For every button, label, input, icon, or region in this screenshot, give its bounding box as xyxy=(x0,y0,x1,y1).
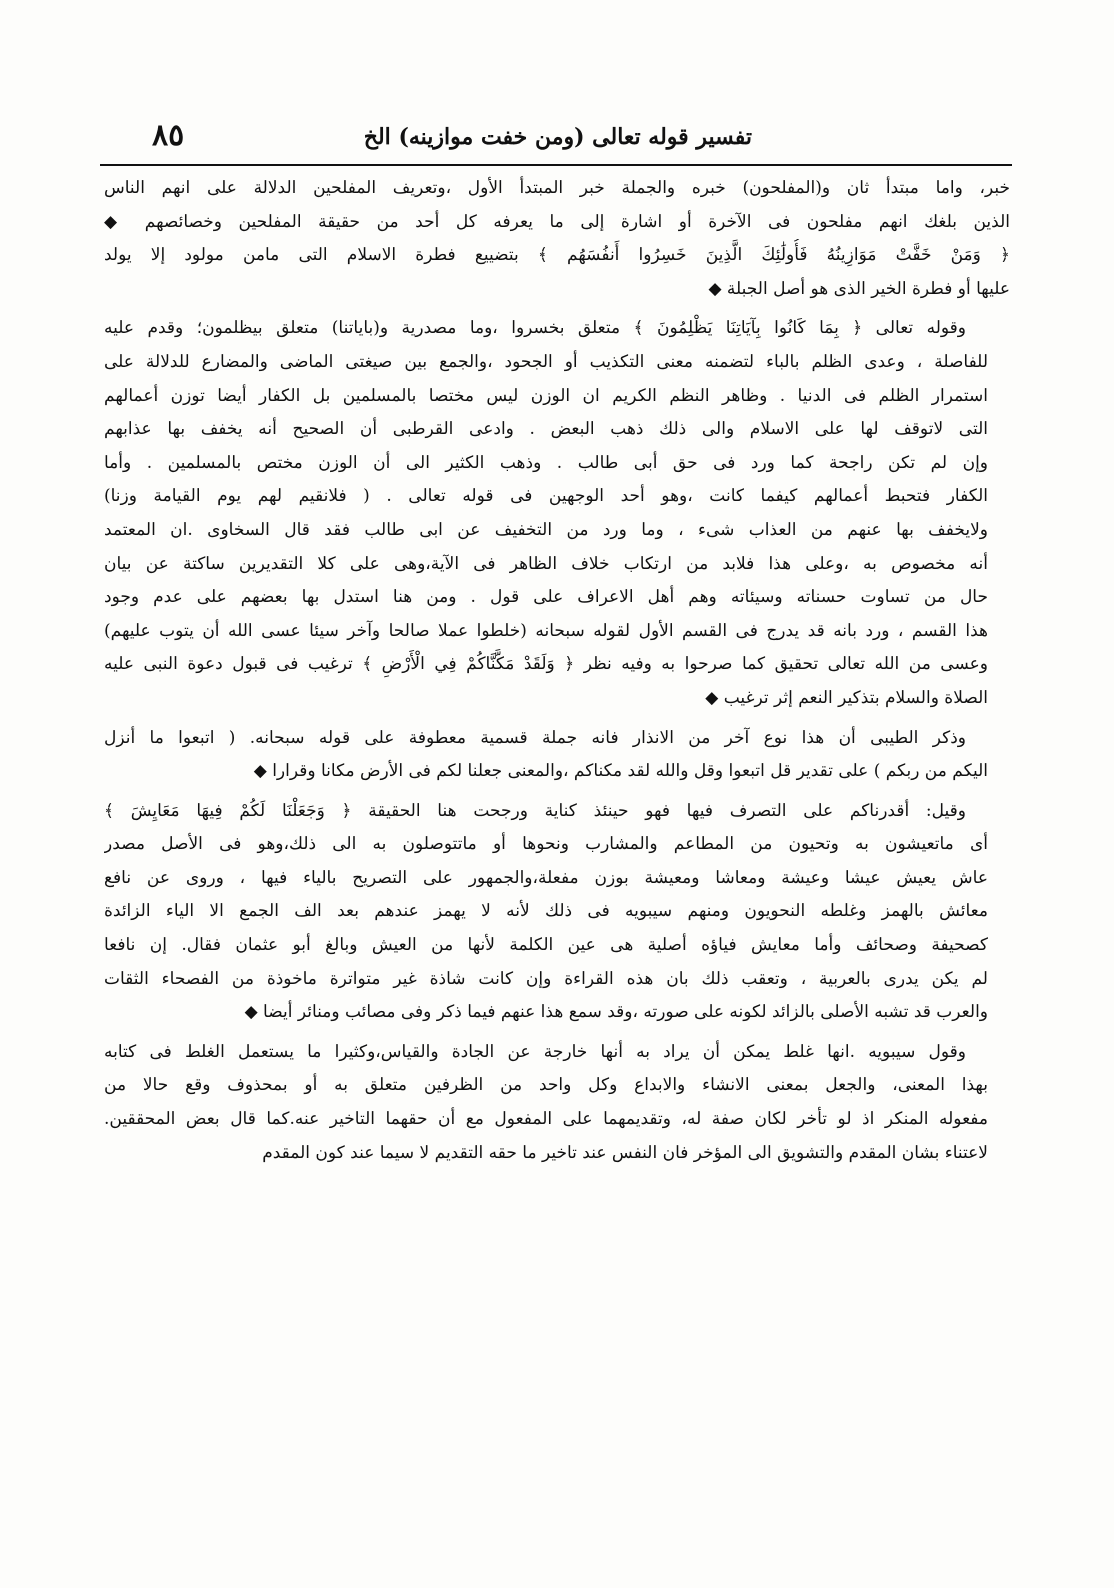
paragraph xyxy=(104,172,1010,306)
text-line: كصحيفة وصحائف وأما معايش فياؤه أصلية هى عين الكلمة لأنها من العيش وبالغ أبو عثمان فقال. إن نافعا xyxy=(104,935,988,956)
text-line: وإن لم تكن راجحة كما ورد فى حق أبى طالب . وذهب الكثير الى أن الوزن مختص بالمسلمين . وأما xyxy=(104,452,988,473)
paragraph xyxy=(104,722,1010,789)
paragraph xyxy=(104,795,1010,1030)
page-number: ٨٥ xyxy=(152,118,185,153)
text-line: ولايخفف بها عنهم من العذاب شىء ، وما ورد من التخفيف عن ابى طالب فقد قال السخاوى .ان المعتمد xyxy=(104,519,988,540)
text-line: هذا القسم ، ورد بانه قد يدرج فى القسم الأول لقوله سبحانه (خلطوا عملا صالحا وآخر سيئا عسى الله أن يتوب عليهم) xyxy=(104,620,988,641)
text-line: وقول سيبويه .انها غلط يمكن أن يراد به أنها خارجة عن الجادة والقياس،وكثيرا ما يستعمل الغلط فى كتابه xyxy=(104,1041,966,1062)
text-line: وذكر الطيبى أن هذا نوع آخر من الانذار فانه جملة قسمية معطوفة على قوله سبحانه. ( اتبعوا ما أنزل xyxy=(104,727,966,748)
text-line: ﴿ وَمَنْ خَفَّتْ مَوَازِينُهُ فَأُولَٰئِكَ الَّذِينَ خَسِرُوا أَنفُسَهُم ﴾ بتضييع فطرة الاسلام التى مامن مولود إلا يولد xyxy=(104,245,1010,266)
text-line: الذين بلغك انهم مفلحون فى الآخرة أو اشارة إلى ما يعرفه كل أحد من حقيقة المفلحين وخصائصهم ◆ xyxy=(104,211,1010,232)
text-line: استمرار الظلم فى الدنيا . وظاهر النظم الكريم ان الوزن ليس مختصا بالمسلمين بل الكفار أيضا توزن أعمالهم xyxy=(104,385,988,406)
text-line: والعرب قد تشبه الأصلى بالزائد لكونه على صورته ،وقد سمع هذا عنهم فيما ذكر وفى مصائب ومنائر أيضا ◆ xyxy=(244,1002,988,1023)
text-line: معائش بالهمز وغلطه النحويون ومنهم سيبويه فى ذلك لأنه لا يهمز عندهم بعد الف الجمع الا الياء الزائدة xyxy=(104,901,988,922)
text-line: بهذا المعنى، والجعل بمعنى الانشاء والابداع وكل واحد من الظرفين متعلق به أو بمحذوف وقع حالا من xyxy=(104,1075,988,1096)
text-line: عليها أو فطرة الخير الذى هو أصل الجبلة ◆ xyxy=(708,278,1010,299)
text-line: أنه مخصوص به ،وعلى هذا فلابد من ارتكاب خلاف الظاهر فى الآية،وهى على كلا التقديرين ساكتة عن بيان xyxy=(104,553,988,574)
text-line: أى ماتعيشون به وتحيون من المطاعم والمشارب ونحوها أو ماتتوصلون به الى ذلك،وهو فى الأصل مصدر xyxy=(104,834,988,855)
text-line: لاعتناء بشان المقدم والتشويق الى المؤخر فان النفس عند تاخير ما حقه التقديم لا سيما عند كون المقدم xyxy=(262,1142,988,1163)
body-text xyxy=(104,172,1010,1176)
text-line: خبر، واما مبتدأ ثان و(المفلحون) خبره والجملة خبر المبتدأ الأول ،وتعريف المفلحين الدلالة على انهم الناس xyxy=(104,178,1010,198)
text-line: وقوله تعالى ﴿ بِمَا كَانُوا بِآيَاتِنَا يَظْلِمُونَ ﴾ متعلق بخسروا ،وما مصدرية و(باياتنا) متعلق بيظلمون؛ وقدم عليه xyxy=(104,318,966,339)
text-line: مفعوله المنكر اذ لو تأخر لكان صفة له، وتقديمهما على المفعول مع أن حقهما التاخير عنه.كما قال بعض المحققين. xyxy=(104,1109,988,1130)
paragraph xyxy=(104,312,1010,715)
text-line: التى لاتوقف لها على الاسلام والى ذلك ذهب البعض . وادعى القرطبى أن الصحيح أنه يخفف بها عذابهم xyxy=(104,419,988,440)
text-line: عاش يعيش عيشا وعيشة ومعاشا ومعيشة بوزن مفعلة،والجمهور على التصريح بالياء فيها ، وروى عن نافع xyxy=(104,867,988,888)
text-line: وقيل: أقدرناكم على التصرف فيها فهو حينئذ كناية ورجحت هنا الحقيقة ﴿ وَجَعَلْنَا لَكُمْ فِيهَا مَعَايِشَ ﴾ xyxy=(104,800,966,821)
running-title: تفسير قوله تعالى (ومن خفت موازينه) الخ xyxy=(363,124,752,150)
paragraph xyxy=(104,1036,1010,1170)
text-line: الكفار فتحبط أعمالهم كيفما كانت ،وهو أحد الوجهين فى قوله تعالى . ( فلانقيم لهم يوم القيامة وزنا) xyxy=(104,486,988,507)
text-line: وعسى من الله تعالى تحقيق كما صرحوا به وفيه نظر ﴿ وَلَقَدْ مَكَّنَّاكُمْ فِي الْأَرْضِ ﴾ ترغيب فى قبول دعوة النبى عليه xyxy=(104,654,988,675)
page-header xyxy=(140,118,1002,164)
header-rule xyxy=(100,164,1012,166)
text-line: للفاصلة ، وعدى الظلم بالباء لتضمنه معنى التكذيب أو الجحود ،والجمع بين صيغتى الماضى والمضارع للدلالة على xyxy=(104,351,988,372)
text-line: لم يكن يدرى بالعربية ، وتعقب ذلك بان هذه القراءة وإن كانت شاذة غير متواترة ماخوذة من الفصحاء الثقات xyxy=(104,968,988,989)
text-line: حال من تساوت حسناته وسيئاته وهم أهل الاعراف على قول . ومن هنا استدل بها بعضهم على عدم وجود xyxy=(104,587,988,608)
text-line: الصلاة والسلام بتذكير النعم إثر ترغيب ◆ xyxy=(705,687,988,708)
text-line: اليكم من ربكم ) على تقدير قل اتبعوا وقل والله لقد مكناكم ،والمعنى جعلنا لكم فى الأرض مكانا وقرارا ◆ xyxy=(253,761,988,782)
